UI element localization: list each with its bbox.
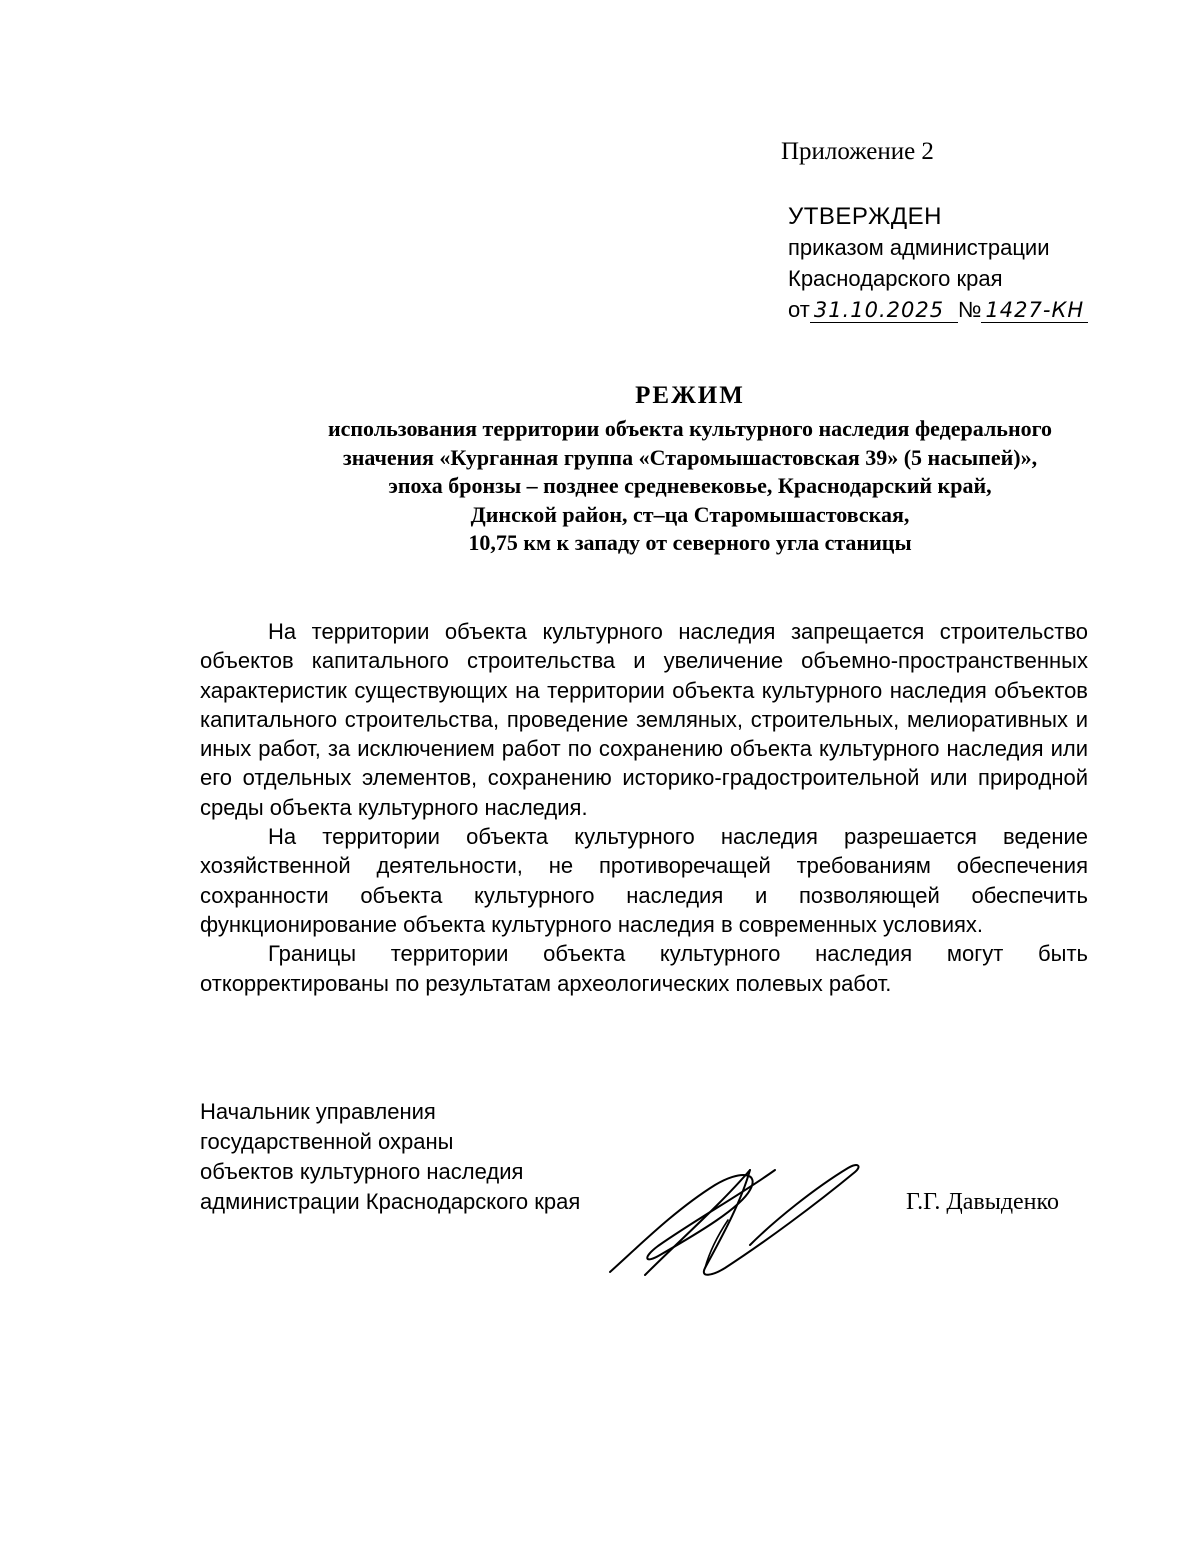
- position-line: администрации Краснодарского края: [200, 1189, 581, 1214]
- date-prefix: от: [788, 297, 810, 322]
- appendix-label: Приложение 2: [781, 138, 934, 165]
- paragraph-permissions: На территории объекта культурного наследия разрешается ведение хозяйственной деятельности, не противоречащей требованиям обеспечения сохранности объекта культурного наследия и позволяющей обеспечить функционирование объекта культурного наследия в современных условиях.: [200, 824, 1088, 937]
- document-body: [200, 617, 1088, 998]
- position-line: Начальник управления: [200, 1099, 436, 1124]
- handwritten-signature: [600, 1150, 870, 1290]
- paragraph-boundaries: Границы территории объекта культурного наследия могут быть откорректированы по результатам археологических полевых работ.: [200, 941, 1088, 996]
- subtitle-line: эпоха бронзы – позднее средневековье, Краснодарский край,: [388, 473, 992, 498]
- signatory-position: [200, 1097, 580, 1217]
- subtitle-line: значения «Курганная группа «Старомышастовская 39» (5 насыпей)»,: [342, 444, 1038, 470]
- subtitle-line: использования территории объекта культурного наследия федерального: [327, 416, 1053, 441]
- position-line: объектов культурного наследия: [200, 1159, 524, 1184]
- handwritten-date: 31.10.2025: [810, 298, 958, 323]
- subtitle-line: Динской район, ст–ца Старомышастовская,: [470, 501, 910, 527]
- document-heading: [150, 379, 1200, 558]
- signer-name: Г.Г. Давыденко: [906, 1189, 1059, 1215]
- approval-title: УТВЕРЖДЕН: [788, 203, 942, 230]
- number-prefix: №: [957, 297, 982, 322]
- approval-line-1: приказом администрации: [788, 235, 1050, 260]
- approval-date-line: [788, 294, 1088, 325]
- subtitle-line: 10,75 км к западу от северного угла станицы: [468, 530, 912, 555]
- document-title: РЕЖИМ: [635, 382, 745, 409]
- position-line: государственной охраны: [200, 1129, 454, 1154]
- approval-line-2: Краснодарского края: [788, 266, 1003, 291]
- paragraph-prohibitions: На территории объекта культурного наследия запрещается строительство объектов капитального строительства и увеличение объемно-пространственных характеристик существующих на территории объекта культурного наследия объектов капитального строительства, проведение земляных, строительных, мелиоративных и иных работ, за исключением работ по сохранению объекта культурного наследия или его отдельных элементов, сохранению историко-градостроительной или природной среды объекта культурного наследия.: [200, 619, 1088, 820]
- approval-stamp: [788, 201, 1088, 325]
- handwritten-number: 1427-КН: [981, 298, 1088, 323]
